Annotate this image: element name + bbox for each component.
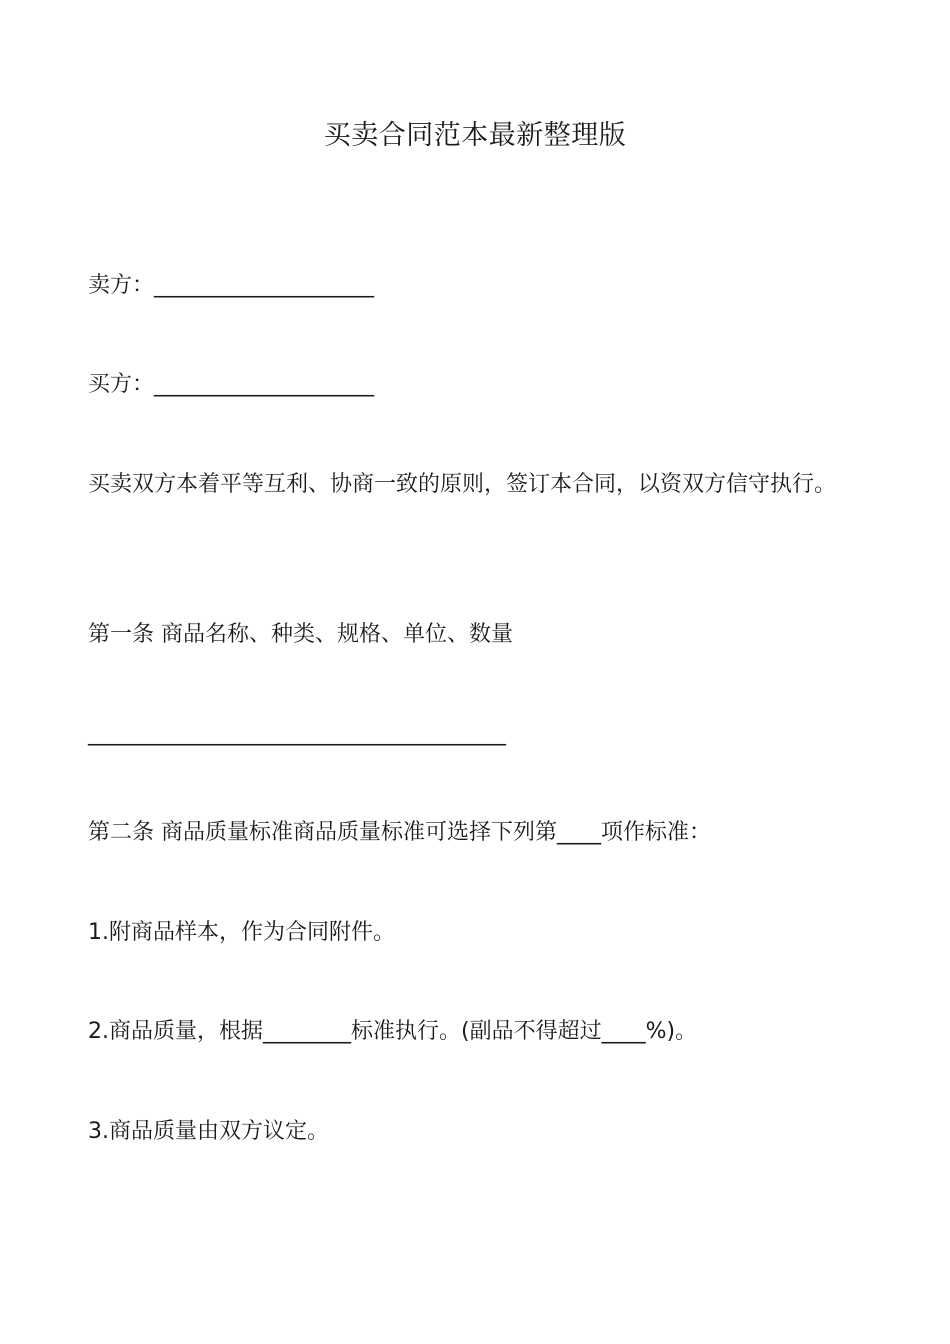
quality-option-2: 2.商品质量，根据________标准执行。(副品不得超过____%)。 <box>88 1019 698 1044</box>
article-2-heading: 第二条 商品质量标准商品质量标准可选择下列第____项作标准： <box>88 820 711 845</box>
quality-option-1: 1.附商品样本，作为合同附件。 <box>88 920 395 945</box>
article-1-blank-line: ______________________________________ <box>88 721 506 746</box>
buyer-line: 买方：____________________ <box>88 372 375 397</box>
document-title: 买卖合同范本最新整理版 <box>323 120 627 151</box>
seller-line: 卖方：____________________ <box>88 273 375 298</box>
article-1-heading: 第一条 商品名称、种类、规格、单位、数量 <box>88 622 513 647</box>
quality-option-3: 3.商品质量由双方议定。 <box>88 1119 329 1144</box>
preamble-paragraph: 买卖双方本着平等互利、协商一致的原则，签订本合同，以资双方信守执行。 <box>88 472 837 497</box>
